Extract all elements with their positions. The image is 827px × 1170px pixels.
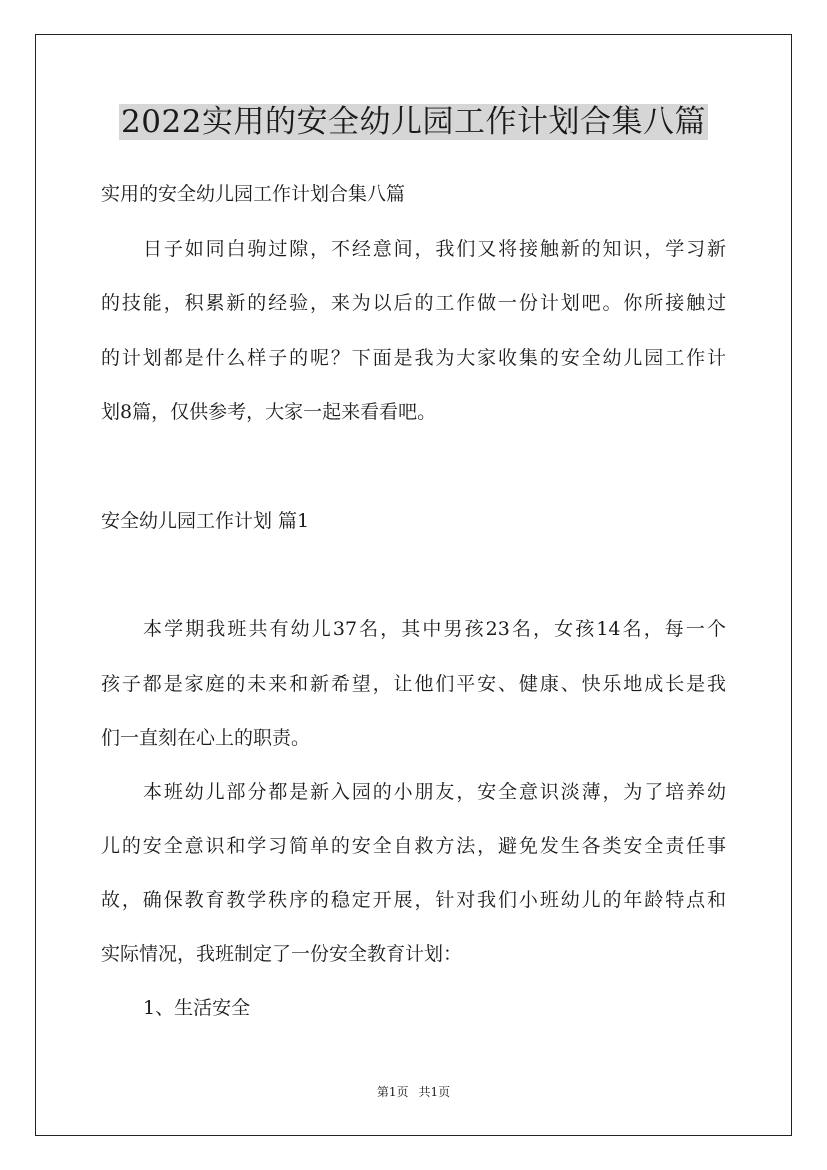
para2-line-4: 实际情况，我班制定了一份安全教育计划： xyxy=(101,943,463,965)
page-footer xyxy=(0,1084,827,1100)
page-number: 第1页 xyxy=(376,1085,409,1099)
para1-line-1: 本学期我班共有幼儿37名，其中男孩23名，女孩14名，每一个 xyxy=(143,618,726,640)
para2-line-2: 儿的安全意识和学习简单的安全自救方法，避免发生各类安全责任事 xyxy=(101,835,726,857)
list-item-1: 1、生活安全 xyxy=(143,997,251,1019)
para2-line-3: 故，确保教育教学秩序的稳定开展，针对我们小班幼儿的年龄特点和 xyxy=(101,889,726,911)
intro-line-1: 日子如同白驹过隙，不经意间，我们又将接触新的知识，学习新 xyxy=(143,238,726,260)
document-subtitle: 实用的安全幼儿园工作计划合集八篇 xyxy=(101,183,406,205)
section-heading: 安全幼儿园工作计划 篇1 xyxy=(101,510,310,532)
para1-line-3: 们一直刻在心上的职责。 xyxy=(101,727,311,749)
para2-line-1: 本班幼儿部分都是新入园的小朋友，安全意识淡薄，为了培养幼 xyxy=(143,781,726,803)
para1-line-2: 孩子都是家庭的未来和新希望，让他们平安、健康、快乐地成长是我 xyxy=(101,673,726,695)
intro-line-4: 划8篇，仅供参考，大家一起来看看吧。 xyxy=(101,401,437,423)
intro-line-3: 的计划都是什么样子的呢？下面是我为大家收集的安全幼儿园工作计 xyxy=(101,347,726,369)
intro-line-2: 的技能，积累新的经验，来为以后的工作做一份计划吧。你所接触过 xyxy=(101,292,726,314)
page-total: 共1页 xyxy=(418,1085,451,1099)
document-title: 2022实用的安全幼儿园工作计划合集八篇 xyxy=(121,104,706,140)
